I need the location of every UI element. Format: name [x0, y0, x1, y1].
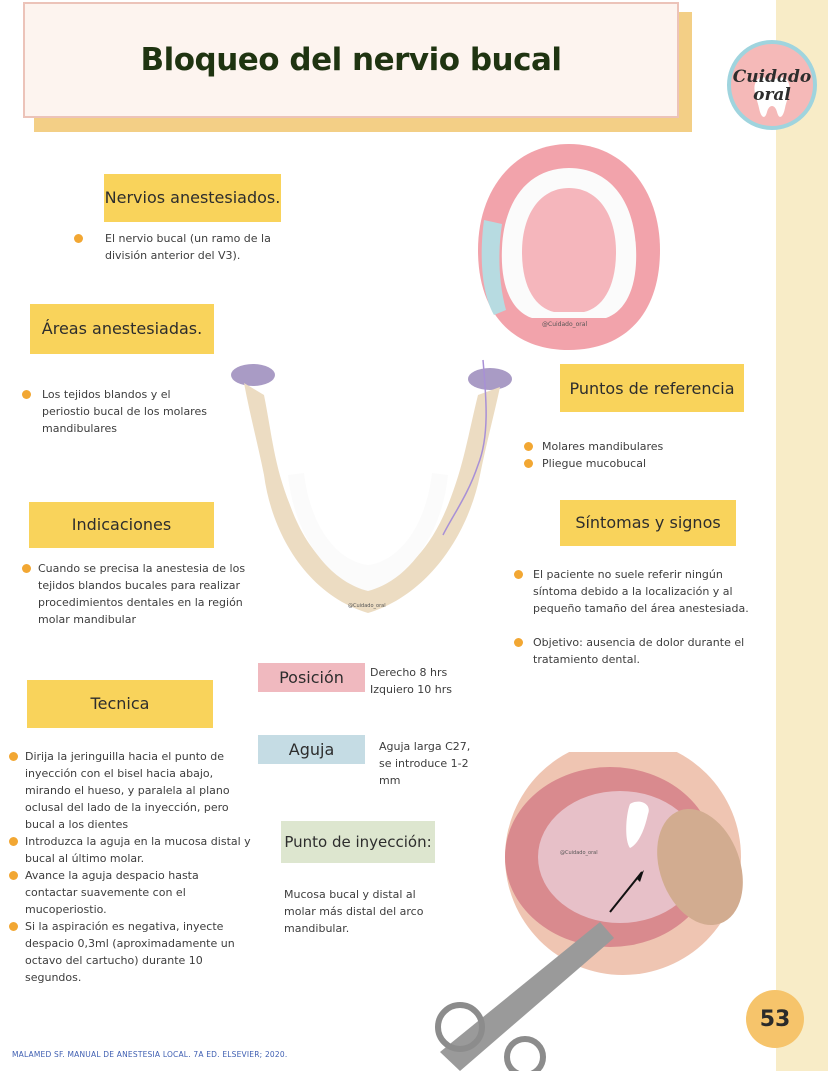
source-citation: MALAMED SF. MANUAL DE ANESTESIA LOCAL. 7A ED. ELSEVIER; 2020. — [12, 1050, 288, 1059]
aguja-text: Aguja larga C27, se introduce 1-2 mm — [379, 740, 471, 787]
posicion-text — [370, 664, 480, 698]
list-item: Avance la aguja despacio hasta contactar suavemente con el mucoperiostio. — [7, 867, 252, 918]
list-item: Objetivo: ausencia de dolor durante el tratamiento dental. — [512, 634, 758, 668]
list-item: Los tejidos blandos y el periostio bucal de los molares mandibulares — [20, 386, 215, 437]
side-stripe — [776, 0, 828, 1071]
page-title: Bloqueo del nervio bucal — [140, 42, 562, 78]
label-puntos: Puntos de referencia — [560, 364, 744, 412]
list-item: El paciente no suele referir ningún síntoma debido a la localización y al pequeño tamaño del área anestesiada. — [512, 566, 758, 617]
list-sintomas — [512, 566, 758, 668]
label-indicaciones: Indicaciones — [29, 502, 214, 548]
label-areas: Áreas anestesiadas. — [30, 304, 214, 354]
watermark: @Cuidado_oral — [348, 603, 386, 609]
list-item: Molares mandibulares — [522, 438, 722, 455]
watermark: @Cuidado_oral — [542, 321, 588, 328]
label-tecnica: Tecnica — [27, 680, 213, 728]
label-sintomas: Síntomas y signos — [560, 500, 736, 546]
list-puntos — [522, 438, 722, 472]
upper-arch-illustration — [474, 140, 664, 355]
list-item: El nervio bucal (un ramo de la división anterior del V3). — [72, 230, 282, 264]
list-nervios — [72, 230, 282, 264]
list-areas — [20, 386, 215, 437]
list-tecnica — [7, 748, 252, 986]
posicion-left: Izquiero 10 hrs — [370, 683, 453, 696]
title-box — [23, 2, 679, 118]
list-item: Cuando se precisa la anestesia de los tejidos blandos bucales para realizar procedimientos dentales en la región molar mandibular — [20, 560, 260, 628]
list-item: Pliegue mucobucal — [522, 455, 722, 472]
list-item: Dirija la jeringuilla hacia el punto de inyección con el bisel hacia abajo, mirando el hueso, y paralela al plano oclusal del lado de la inyección, pero bucal a los dientes — [7, 748, 252, 833]
injection-photo — [430, 752, 750, 1071]
mandible-illustration — [228, 355, 518, 620]
posicion-right: Derecho 8 hrs — [370, 666, 448, 679]
list-item: Introduzca la aguja en la mucosa distal y bucal al último molar. — [7, 833, 252, 867]
label-posicion: Posición — [258, 663, 365, 692]
logo-text: Cuidado oral — [732, 67, 812, 105]
page-number: 53 — [746, 990, 804, 1048]
label-punto-inyeccion: Punto de inyección: — [281, 821, 435, 863]
label-nervios: Nervios anestesiados. — [104, 174, 281, 222]
label-aguja: Aguja — [258, 735, 365, 764]
list-indicaciones — [20, 560, 260, 628]
cuidado-oral-logo — [727, 40, 817, 130]
punto-inyeccion-text: Mucosa bucal y distal al molar más distal del arco mandibular. — [284, 888, 424, 935]
list-item: Si la aspiración es negativa, inyecte despacio 0,3ml (aproximadamente un octavo del cartucho) durante 10 segundos. — [7, 918, 252, 986]
watermark: @Cuidado_oral — [560, 850, 598, 856]
